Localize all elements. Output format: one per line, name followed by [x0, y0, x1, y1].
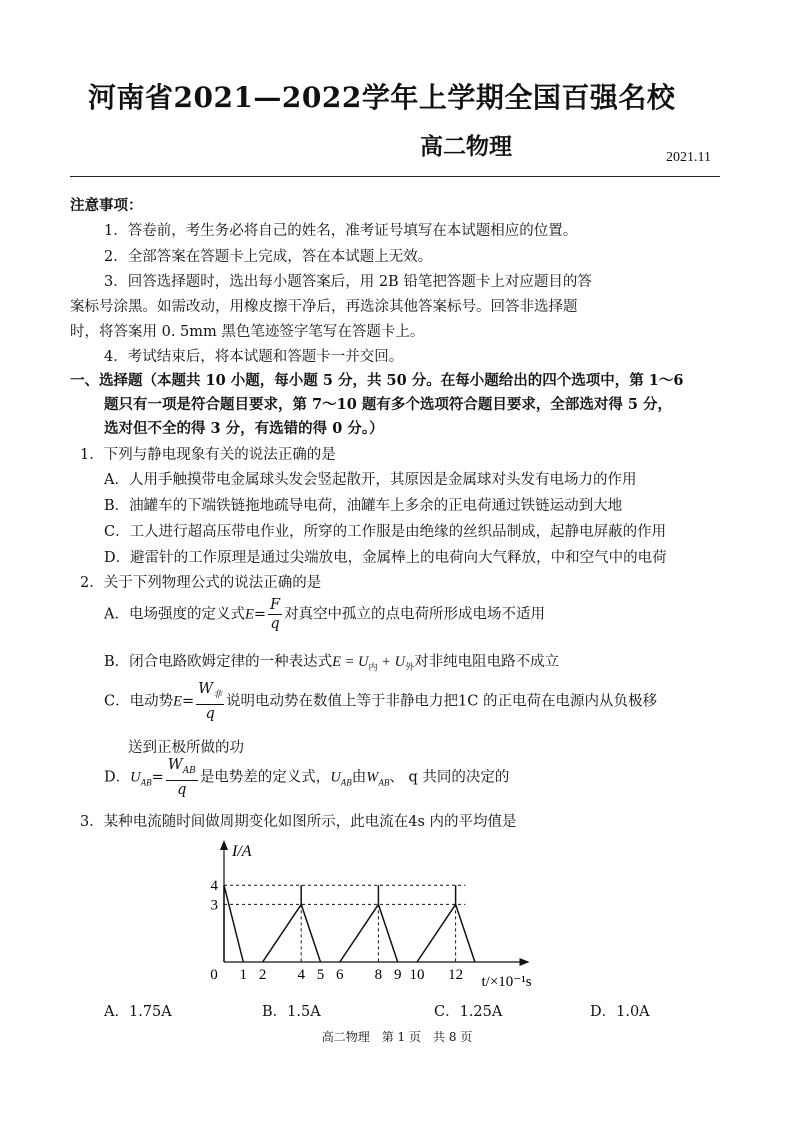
x-tick-label-0: 0 [210, 967, 218, 983]
q2-d-u2-sub: AB [340, 777, 352, 788]
x-tick-label-8: 8 [374, 967, 383, 983]
q2-a-e: E [244, 606, 254, 623]
q2-option-c [104, 680, 657, 723]
q2-b-suffix: 对非纯电阻电路不成立 [414, 654, 560, 670]
q2-d-fraction [166, 756, 198, 799]
notice-item-3-cont2: 时，将答案用 0. 5mm 黑色笔迹签字笔写在答题卡上。 [70, 324, 425, 340]
current-segment-5 [417, 904, 475, 962]
q2-option-a [104, 596, 545, 633]
notice-item-1: 1．答卷前，考生务必将自己的姓名，准考证号填写在本试题相应的位置。 [104, 223, 578, 239]
q2-b-sub1: 内 [368, 662, 378, 673]
q2-b-prefix: B．闭合电路欧姆定律的一种表达式 [104, 654, 333, 670]
q1-option-c: C．工人进行超高压带电作业，所穿的工作服是由绝缘的丝织品制成，起静电屏蔽的作用 [104, 524, 667, 540]
x-tick-label-5: 5 [316, 967, 325, 983]
q2-d-num-sub: AB [182, 765, 196, 776]
notice-item-4: 4．考试结束后，将本试题和答题卡一并交回。 [104, 349, 404, 365]
exam-subject: 高二物理 [420, 133, 512, 160]
current-segment-1 [263, 904, 321, 962]
q2-d-prefix: D． [104, 769, 131, 786]
x-tick-label-1: 1 [239, 967, 248, 983]
q2-d-den: q [177, 781, 187, 798]
x-tick-label-6: 6 [336, 967, 344, 983]
page-footer: 高二物理 第 1 页 共 8 页 [321, 1030, 473, 1044]
header-rule [70, 176, 720, 177]
section1-line3: 选对但不全的得 3 分，有选错的得 0 分。） [104, 420, 384, 437]
q2-c-num-w: W [198, 681, 214, 697]
notice-heading: 注意事项： [70, 197, 143, 214]
q2-d-u2: U [330, 769, 341, 786]
q2-b-sub2: 外 [405, 662, 415, 673]
q3-option-b: B．1.5A [262, 1004, 321, 1020]
section1-line2: 题只有一项是符合题目要求，第 7～10 题有多个选项符合题目要求，全部选对得 5 分， [104, 396, 673, 413]
q2-c-fraction [196, 680, 224, 723]
q1-option-d: D．避雷针的工作原理是通过尖端放电，金属棒上的电荷向大气释放，中和空气中的电荷 [104, 550, 667, 566]
q2-c-e: E [173, 693, 182, 710]
x-tick-label-12: 12 [448, 967, 464, 983]
q2-b-formula: E = U [332, 654, 369, 670]
notice-item-2: 2．全部答案在答题卡上完成，答在本试题上无效。 [104, 249, 433, 265]
q1-option-b: B．油罐车的下端铁链拖地疏导电荷，油罐车上多余的正电荷通过铁链运动到大地 [104, 498, 623, 514]
notice-item-3-cont1: 案标号涂黑。如需改动，用橡皮擦干净后，再选涂其他答案标号。回答非选择题 [70, 299, 578, 315]
q2-d-u: U [130, 769, 141, 786]
q2-c-num [196, 680, 224, 705]
q2-d-eq: = [151, 769, 164, 786]
exam-title: 河南省2021—2022学年上学期全国百强名校 [88, 81, 676, 114]
notice-item-3: 3．回答选择题时，选出每小题答案后，用 2B 铅笔把答题卡上对应题目的答 [104, 274, 592, 290]
q2-a-eq: = [253, 606, 266, 623]
x-tick-label-2: 2 [258, 967, 267, 983]
y-axis-arrow [220, 840, 228, 850]
section1-line1: 一、选择题（本题共 10 小题，每小题 5 分，共 50 分。在每小题给出的四个选项中，第 1～6 [70, 372, 684, 389]
q2-d-end: 、 q 共同的决定的 [389, 769, 510, 786]
q2-c-eq: = [181, 693, 195, 710]
q2-d-w2-sub: AB [378, 777, 390, 788]
q2-b-plus: + U [377, 654, 406, 670]
q3-stem: 3．某种电流随时间做周期变化如图所示，此电流在4s 内的平均值是 [80, 814, 517, 830]
q2-d-num [166, 756, 198, 781]
q2-a-suffix: 对真空中孤立的点电荷所形成电场不适用 [284, 606, 546, 623]
q3-option-c: C．1.25A [434, 1004, 503, 1020]
q2-c-suffix: 说明电动势在数值上等于非静电力把1C 的正电荷在电源内从负极移 [226, 693, 657, 710]
x-tick-label-10: 10 [409, 967, 425, 983]
q2-d-by: 由 [351, 769, 367, 786]
q2-a-num: F [270, 597, 281, 613]
q2-a-fraction [268, 596, 282, 633]
current-time-graph [190, 838, 610, 990]
q2-option-c-cont: 送到正极所做的功 [128, 740, 244, 756]
q3-option-d: D．1.0A [590, 1004, 650, 1020]
exam-date: 2021.11 [666, 150, 711, 165]
q2-d-u-sub: AB [140, 777, 152, 788]
x-axis-label: t/×10⁻¹s [481, 974, 532, 990]
current-segment-3 [340, 904, 398, 962]
x-tick-label-9: 9 [393, 967, 402, 983]
q2-option-b [104, 650, 559, 673]
x-axis-arrow [520, 958, 530, 966]
y-tick-label-4: 4 [210, 878, 218, 895]
x-tick-label-4: 4 [297, 967, 305, 983]
q2-d-w2: W [366, 769, 379, 786]
q2-d-num-w: W [167, 757, 183, 773]
q2-d-mid: 是电势差的定义式， [199, 769, 331, 786]
q2-option-d [104, 756, 509, 799]
q1-stem: 1．下列与静电现象有关的说法正确的是 [80, 447, 336, 463]
q1-option-a: A．人用手触摸带电金属球头发会竖起散开，其原因是金属球对头发有电场力的作用 [104, 472, 637, 488]
q2-a-prefix: A．电场强度的定义式 [104, 606, 245, 623]
q2-stem: 2．关于下列物理公式的说法正确的是 [80, 575, 322, 591]
current-segment-0 [224, 885, 243, 962]
q2-a-den: q [270, 616, 280, 632]
q3-option-a: A．1.75A [104, 1004, 172, 1020]
y-tick-label-3: 3 [210, 897, 218, 914]
q2-c-den: q [205, 705, 215, 722]
y-axis-label: I/A [232, 843, 252, 860]
q2-c-prefix: C．电动势 [104, 693, 174, 710]
q2-c-num-sub: 非 [213, 689, 223, 700]
